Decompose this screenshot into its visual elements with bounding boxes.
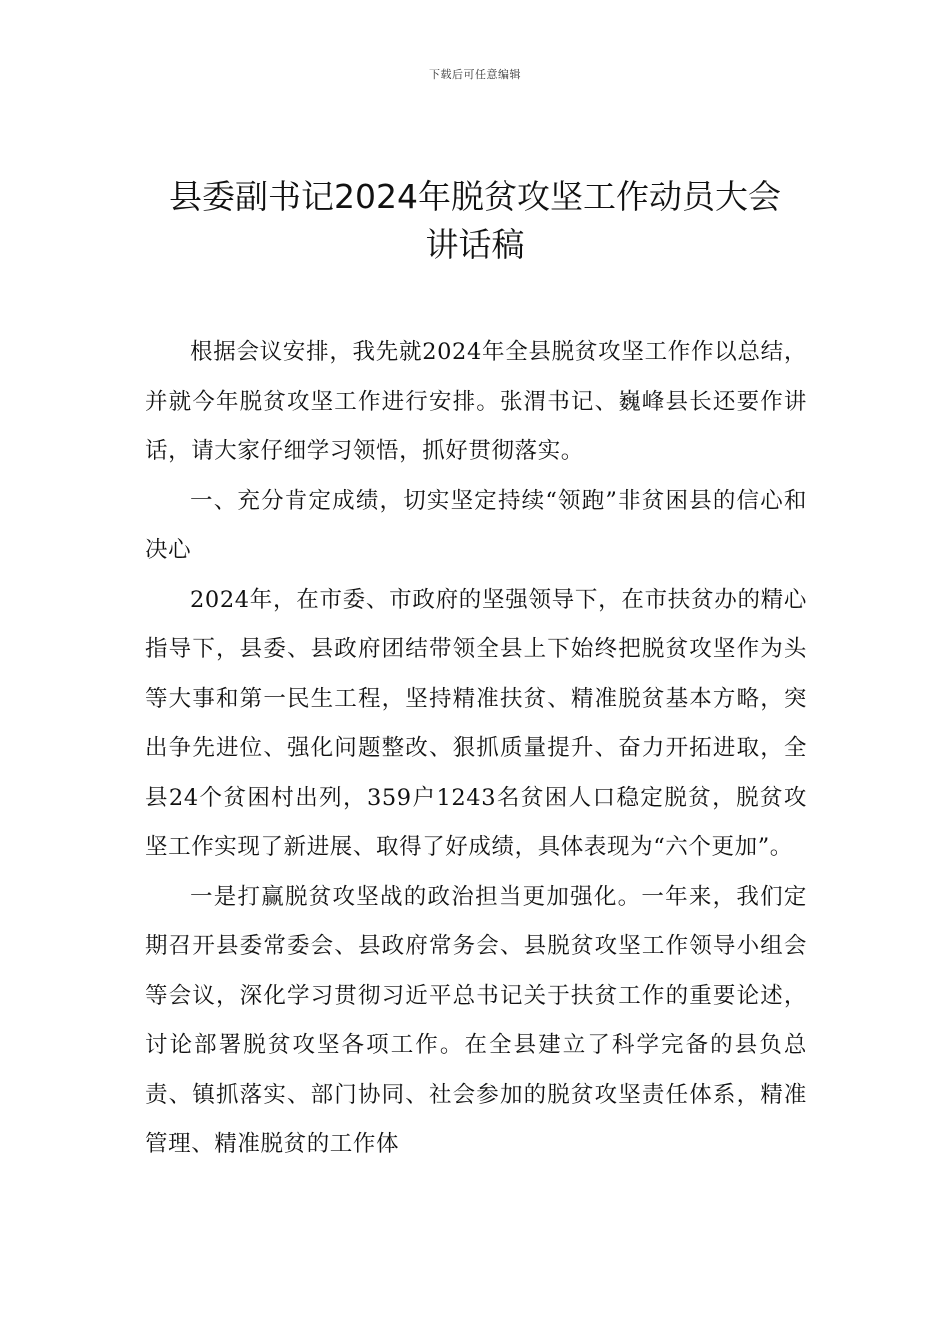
- document-body: [145, 328, 807, 1170]
- section-heading-1: 一、充分肯定成绩，切实坚定持续“领跑”非贫困县的信心和决心: [145, 487, 807, 563]
- paragraph-achievements: 2024年，在市委、市政府的坚强领导下，在市扶贫办的精心指导下，县委、县政府团结带领全县上下始终把脱贫攻坚作为头等大事和第一民生工程，坚持精准扶贫、精准脱贫基本方略，突出争先进位、强化问题整改、狠抓质量提升、奋力开拓进取，全县24个贫困村出列，359户1243名贫困人口稳定脱贫，脱贫攻坚工作实现了新进展、取得了好成绩，具体表现为“六个更加”。: [145, 586, 807, 860]
- paragraph-political-responsibility: 一是打赢脱贫攻坚战的政治担当更加强化。一年来，我们定期召开县委常委会、县政府常务会、县脱贫攻坚工作领导小组会等会议，深化学习贯彻习近平总书记关于扶贫工作的重要论述，讨论部署脱贫攻坚各项工作。在全县建立了科学完备的县负总责、镇抓落实、部门协同、社会参加的脱贫攻坚责任体系，精准管理、精准脱贫的工作体: [145, 883, 807, 1157]
- title-line-2: 讲话稿: [425, 225, 525, 264]
- title-line-1: 县委副书记2024年脱贫攻坚工作动员大会: [169, 177, 781, 216]
- header-note: 下载后可任意编辑: [429, 68, 521, 81]
- document-title: [140, 173, 810, 269]
- paragraph-intro: 根据会议安排，我先就2024年全县脱贫攻坚工作作以总结，并就今年脱贫攻坚工作进行安排。张渭书记、巍峰县长还要作讲话，请大家仔细学习领悟，抓好贯彻落实。: [145, 339, 807, 464]
